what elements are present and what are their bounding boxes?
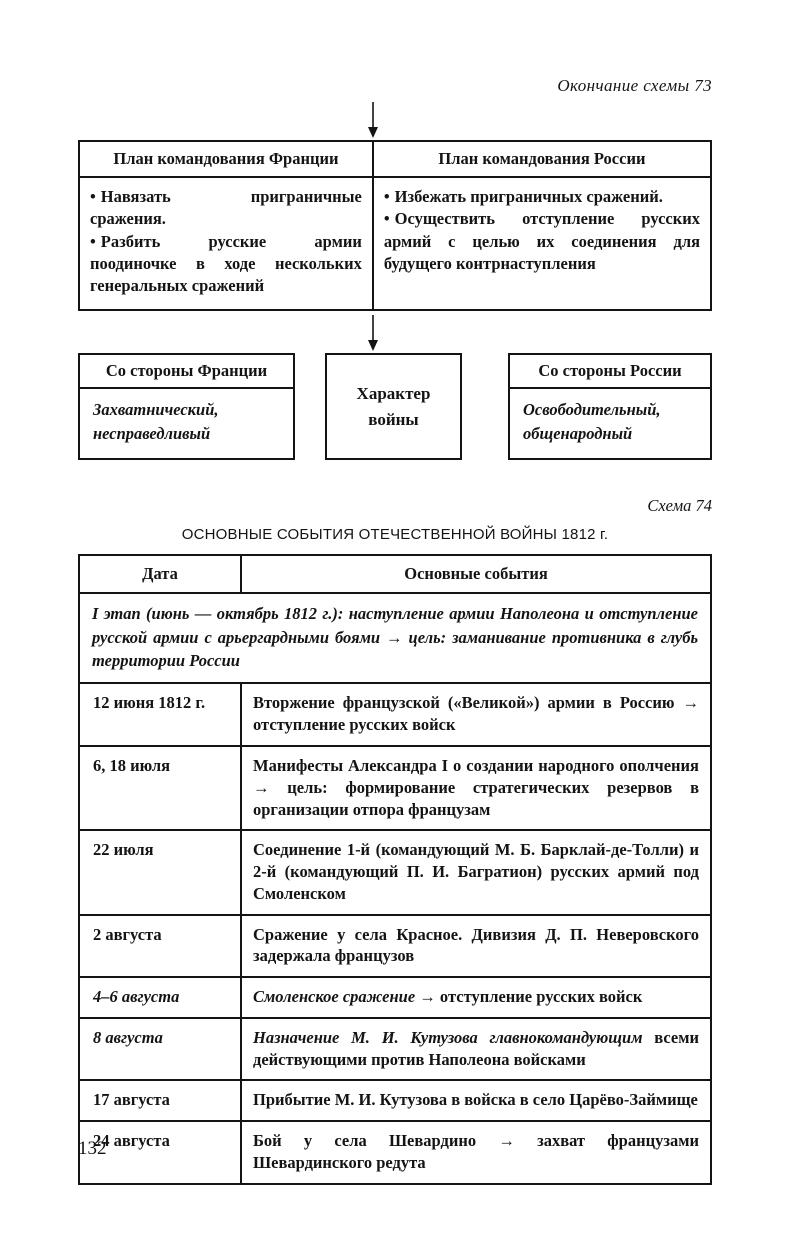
plan-item-text: Разбить русские армии поодиночке в ходе нескольких генеральных сражений [90, 231, 362, 296]
plans-header-russia: План командования России [373, 141, 711, 177]
list-item [384, 208, 700, 275]
list-item [384, 186, 700, 208]
date-cell: 2 августа [79, 915, 241, 978]
bullet-icon: • [90, 231, 96, 251]
event-cell: Бой у села Шевардино → захват французами Шевардинского редута [241, 1121, 711, 1184]
bullet-icon: • [90, 187, 96, 206]
event-italic-part: Смоленское сражение [253, 987, 416, 1007]
down-arrow-icon [365, 102, 381, 138]
plans-body-row [79, 177, 711, 310]
war-character-label: Характер войны [356, 384, 431, 429]
date-cell: 8 августа [79, 1018, 241, 1081]
event-cell: Прибытие М. И. Кутузова в войска в село Царёво-Займище [241, 1080, 711, 1121]
plan-item-text: Избежать приграничных сражений. [394, 187, 663, 206]
table-row [79, 830, 711, 914]
war-character-center-box [325, 353, 462, 460]
events-table-title: ОСНОВНЫЕ СОБЫТИЯ ОТЕЧЕСТВЕННОЙ ВОЙНЫ 1812 г. [181, 526, 609, 544]
date-cell: 6, 18 июля [79, 746, 241, 830]
event-cell: Вторжение французской («Великой») армии в Россию → отступление русских войск [241, 683, 711, 746]
event-cell: Сражение у села Красное. Дивизия Д. П. Неверовского задержала французов [241, 915, 711, 978]
france-side-box [78, 353, 295, 460]
down-arrow-icon [365, 315, 381, 351]
table-row [79, 977, 711, 1018]
table-row [79, 1018, 711, 1081]
date-cell: 4–6 августа [79, 977, 241, 1018]
table-row [79, 1080, 711, 1121]
france-side-value: Захватнический, несправедливый [93, 400, 219, 444]
table-row [79, 683, 711, 746]
bullet-icon: • [383, 187, 390, 206]
event-rest-part: всеми действующими против Наполеона войсками [253, 1027, 699, 1069]
table-row [79, 1121, 711, 1184]
date-cell: 17 августа [79, 1080, 241, 1121]
event-italic-part: Назначение М. И. Кутузова главнокомандующим [253, 1027, 643, 1047]
plan-item-text: Навязать приграничные сражения. [90, 187, 362, 229]
event-cell [241, 977, 711, 1018]
list-item [90, 231, 362, 298]
bullet-icon: • [383, 209, 390, 229]
events-header-date: Дата [79, 555, 241, 593]
plans-header-france: План командования Франции [79, 141, 373, 177]
date-cell: 24 августа [79, 1121, 241, 1184]
date-cell: 22 июля [79, 830, 241, 914]
plans-cell-france [79, 177, 373, 310]
command-plans-table [78, 140, 712, 311]
continuation-label: Окончание схемы 73 [557, 76, 712, 95]
event-cell: Манифесты Александра I о создании народного ополчения → цель: формирование стратегических резервов в организации отпора французам [241, 746, 711, 830]
events-header-row [79, 555, 711, 593]
date-cell: 12 июня 1812 г. [79, 683, 241, 746]
plan-item-text: Осуществить отступление русских армий с целью их соединения для будущего контрнаступления [383, 209, 700, 273]
russia-side-value: Освободительный, общенародный [523, 400, 661, 444]
plans-header-row [79, 141, 711, 177]
stage-row [79, 593, 711, 683]
stage-note: I этап (июнь — октябрь 1812 г.): наступление армии Наполеона и отступление русской армии с арьергардными боями → цель: заманивание противника в глубь территории России [79, 593, 711, 683]
table-row [79, 915, 711, 978]
events-header-main: Основные события [241, 555, 711, 593]
events-table [78, 554, 712, 1185]
scheme-label: Схема 74 [647, 496, 712, 516]
page-number: 132 [78, 1138, 107, 1159]
war-character-row [78, 353, 712, 460]
plans-cell-russia [373, 177, 711, 310]
event-rest-part: → отступление русских войск [415, 987, 643, 1007]
list-item [90, 186, 362, 231]
russia-side-header: Со стороны России [510, 355, 710, 389]
table-row [79, 746, 711, 830]
event-cell [241, 1018, 711, 1081]
russia-side-box [508, 353, 712, 460]
france-side-header: Со стороны Франции [80, 355, 293, 389]
event-cell: Соединение 1-й (командующий М. Б. Барклай-де-Толли) и 2-й (командующий П. И. Багратион) русских армий под Смоленском [241, 830, 711, 914]
